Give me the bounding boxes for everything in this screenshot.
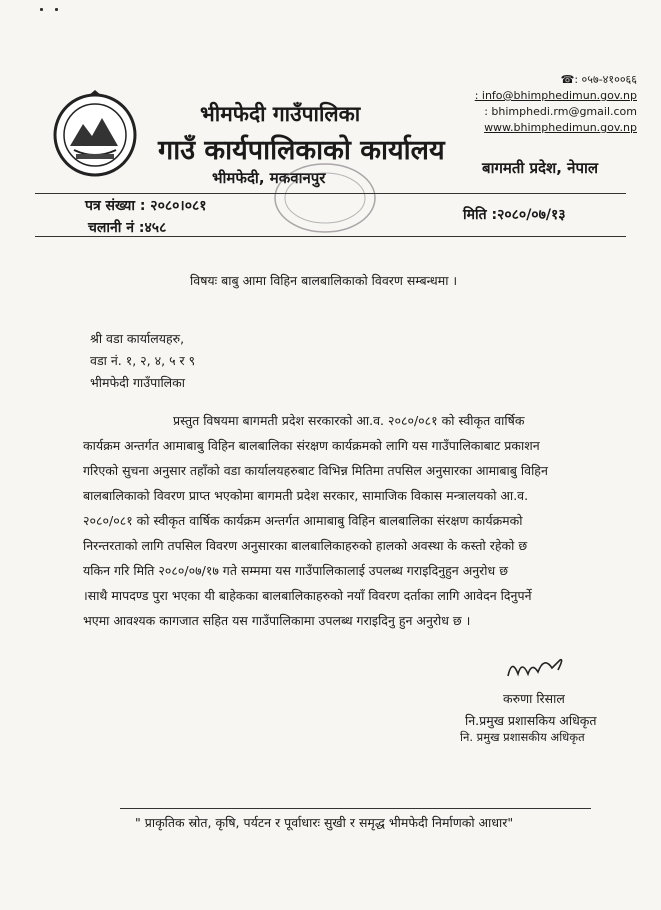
province-label: बागमती प्रदेश, नेपाल (482, 159, 599, 177)
reference-divider (35, 236, 626, 237)
body-line: निरन्तरताको लागि तपसिल विवरण अनुसारका बालबालिकाहरुको हालको अवस्था के कस्तो रहेको छ (83, 538, 528, 553)
header-divider (35, 193, 626, 194)
email-link-1[interactable]: : info@bhimphedimun.gov.np (474, 89, 637, 102)
body-line: बालबालिकाको विवरण प्राप्त भएकोमा बागमती प्रदेश सरकार, सामाजिक विकास मन्त्रालयको आ.व. (83, 488, 529, 503)
letter-number: पत्र संख्या : २०८०।०८१ (85, 198, 207, 214)
phone-number: ☎: ०५७-४१००६६ (560, 73, 637, 86)
letter-body (83, 408, 619, 633)
office-stamp-icon (270, 158, 380, 238)
municipality-name: भीमफेदी गाउँपालिका (200, 102, 361, 126)
dispatch-number: चलानी नं :४५८ (88, 220, 167, 236)
subject-line: विषयः बाबु आमा विहिन बालबालिकाको विवरण सम्बन्धमा । (190, 273, 458, 288)
addressee-line-3: भीमफेदी गाउँपालिका (90, 375, 185, 390)
footer-slogan: " प्राकृतिक स्रोत, कृषि, पर्यटन र पूर्वाधारः सुखी र समृद्ध भीमफेदी निर्माणको आधार" (135, 815, 514, 830)
scan-mark (55, 8, 58, 11)
body-line: कार्यक्रम अन्तर्गत आमाबाबु विहिन बालबालिका संरक्षण कार्यक्रमको लागि यस गाउँपालिकाबाट प्रकाशन (83, 438, 540, 453)
website-link[interactable]: www.bhimphedimun.gov.np (484, 121, 637, 134)
footer-divider (120, 808, 591, 809)
office-name: गाउँ कार्यपालिकाको कार्यालय (158, 135, 445, 166)
body-line: ।साथै मापदण्ड पुरा भएका यी बाहेकका बालबालिकाहरुको नयाँ विवरण दर्ताका लागि आवेदन दिनुपर्ने (83, 588, 532, 603)
email-link-2[interactable]: : bhimphedi.rm@gmail.com (484, 105, 637, 118)
addressee-line-2: वडा नं. १, २, ४, ५ र ९ (90, 353, 196, 368)
letter-date: मिति :२०८०/०७/१३ (463, 207, 566, 223)
body-line: यकिन गरि मिति २०८०/०७/१७ गते सम्ममा यस गाउँपालिकालाई उपलब्ध गराइदिनुहुन अनुरोध छ (83, 563, 508, 578)
signature-icon (460, 650, 620, 684)
office-location: भीमफेदी, मकवानपुर (212, 169, 326, 187)
body-line: भएमा आवश्यक कागजात सहित यस गाउँपालिकामा उपलब्ध गराइदिनु हुन अनुरोध छ । (83, 613, 471, 628)
scan-mark (40, 8, 43, 11)
signatory-designation: नि.प्रमुख प्रशासकिय अधिकृत (465, 713, 597, 728)
contact-block (475, 72, 637, 136)
body-line: गरिएको सुचना अनुसार तहाँको वडा कार्यालयहरुबाट विभिन्न मितिमा तपसिल अनुसारका आमाबाबु विहिन (83, 463, 548, 478)
body-line: प्रस्तुत विषयमा बागमती प्रदेश सरकारको आ.व. २०८०/०८१ को स्वीकृत वार्षिक (173, 413, 525, 428)
addressee-line-1: श्री वडा कार्यालयहरु, (90, 331, 185, 346)
municipality-emblem-icon (50, 88, 140, 178)
signatory-stamp: नि. प्रमुख प्रशासकीय अधिकृत (460, 730, 585, 744)
body-line: २०८०/०८१ को स्वीकृत वार्षिक कार्यक्रम अन्तर्गत आमाबाबु विहिन बालबालिका संरक्षण कार्यक्रमको (83, 513, 523, 528)
signatory-name: करुणा रिसाल (503, 691, 565, 706)
